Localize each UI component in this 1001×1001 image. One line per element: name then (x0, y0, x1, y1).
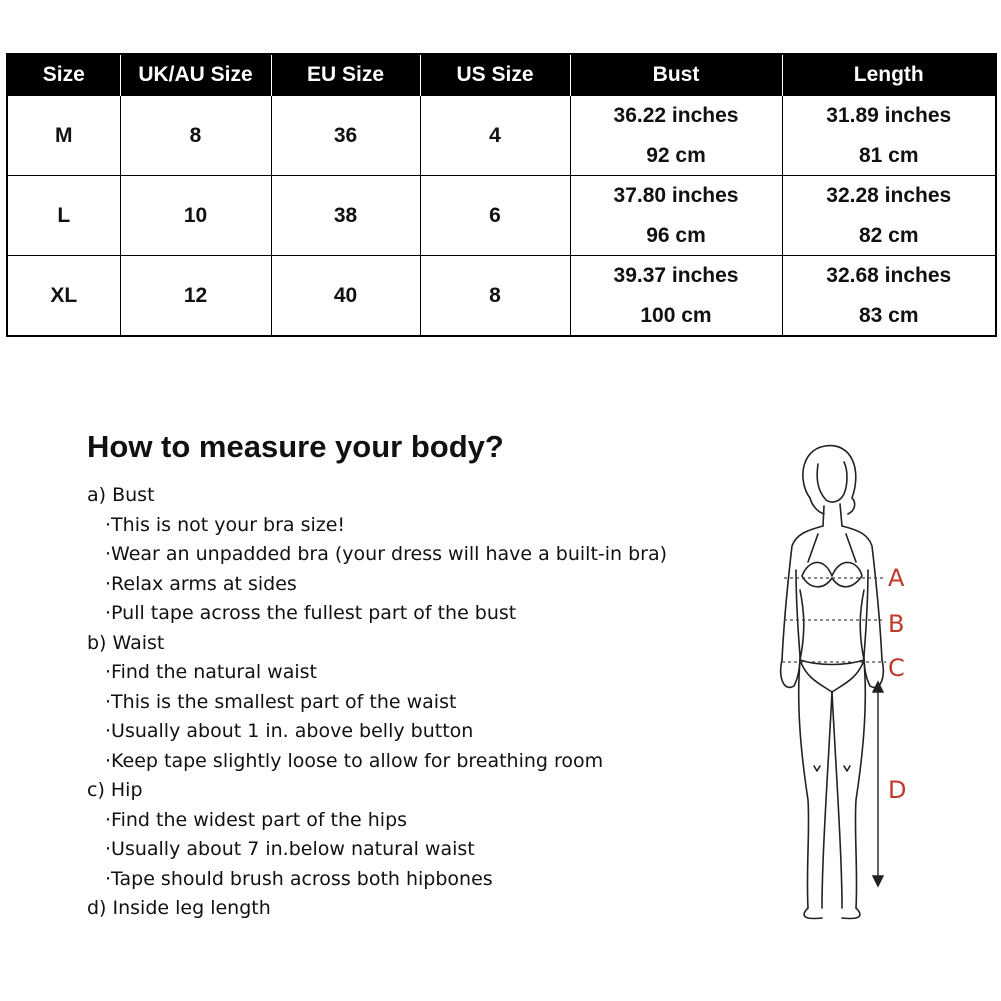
section-label: b) Waist (87, 631, 165, 654)
guide-item: ·Tape should brush across both hipbones (105, 867, 493, 890)
body-outline (781, 446, 884, 919)
cell-eu-size: 40 (271, 256, 420, 337)
header-eu-size: EU Size (271, 54, 420, 96)
cell-eu-size: 36 (271, 96, 420, 176)
guide-item: ·Usually about 7 in.below natural waist (105, 838, 475, 860)
length-inches: 32.28 inches (826, 184, 952, 207)
length-cm: 81 cm (858, 144, 919, 167)
cell-bust (570, 96, 782, 176)
header-length: Length (782, 54, 996, 96)
section-inside-leg (87, 894, 727, 924)
bust-inches: 37.80 inches (613, 184, 739, 207)
measurement-guide (87, 425, 727, 924)
length-cm: 83 cm (858, 304, 919, 327)
cell-size: L (7, 176, 120, 256)
guide-item: ·Relax arms at sides (105, 572, 297, 595)
cell-uk-size: 12 (120, 256, 271, 337)
guide-item: ·Find the widest part of the hips (105, 808, 408, 831)
table-row (7, 96, 996, 176)
guide-item: ·This is not your bra size! (105, 513, 346, 536)
table-header-row (7, 54, 996, 96)
body-measurement-illustration (760, 430, 940, 930)
cell-eu-size: 38 (271, 176, 420, 256)
cell-bust (570, 256, 782, 337)
section-label: a) Bust (87, 484, 155, 506)
cell-us-size: 6 (420, 176, 570, 256)
bust-inches: 36.22 inches (613, 104, 739, 127)
cell-size: XL (7, 256, 120, 337)
guide-item: ·This is the smallest part of the waist (105, 690, 457, 713)
table-row (7, 176, 996, 256)
length-inches: 31.89 inches (826, 104, 952, 127)
section-bust (87, 481, 727, 629)
bust-cm: 96 cm (646, 224, 706, 247)
section-label: c) Hip (87, 779, 143, 801)
cell-uk-size: 10 (120, 176, 271, 256)
cell-length (782, 176, 996, 256)
bust-cm: 100 cm (640, 304, 712, 327)
table-row (7, 256, 996, 337)
cell-us-size: 8 (420, 256, 570, 337)
cell-length (782, 96, 996, 176)
measurement-lines (782, 578, 886, 662)
header-uk-au-size: UK/AU Size (120, 54, 271, 96)
guide-item: ·Keep tape slightly loose to allow for breathing room (105, 749, 604, 772)
cell-length (782, 256, 996, 337)
cell-size: M (7, 96, 120, 176)
length-inches: 32.68 inches (826, 264, 952, 287)
bust-cm: 92 cm (646, 144, 706, 167)
section-label: d) Inside leg length (87, 897, 271, 919)
cell-bust (570, 176, 782, 256)
cell-us-size: 4 (420, 96, 570, 176)
length-cm: 82 cm (858, 224, 919, 247)
header-us-size: US Size (420, 54, 570, 96)
letter-d-label: D (888, 776, 907, 804)
guide-item: ·Wear an unpadded bra (your dress will have a built-in bra) (105, 543, 668, 565)
inside-leg-arrow (873, 682, 883, 886)
bust-inches: 39.37 inches (613, 264, 739, 287)
section-hip (87, 776, 727, 894)
guide-item: ·Find the natural waist (105, 661, 317, 683)
guide-title: How to measure your body? (87, 429, 504, 464)
cell-uk-size: 8 (120, 96, 271, 176)
size-chart-table (6, 53, 997, 337)
letter-c-label: C (888, 654, 905, 682)
letter-b-label: B (888, 610, 905, 638)
guide-item: ·Usually about 1 in. above belly button (105, 720, 474, 742)
guide-item: ·Pull tape across the fullest part of the bust (105, 602, 517, 624)
letter-a-label: A (888, 564, 905, 592)
header-size: Size (7, 54, 120, 96)
header-bust: Bust (570, 54, 782, 96)
section-waist (87, 629, 727, 777)
